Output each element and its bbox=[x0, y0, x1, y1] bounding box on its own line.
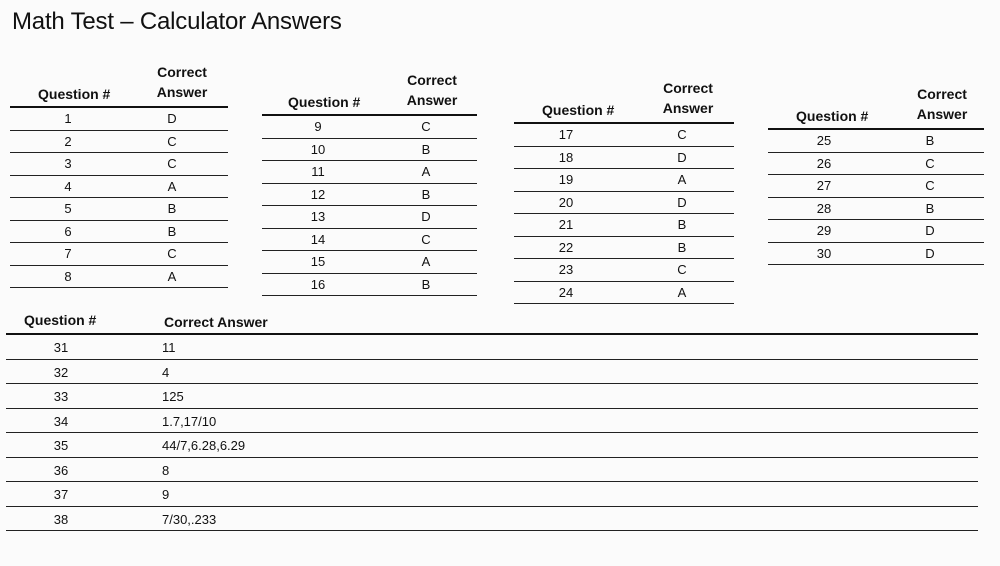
correct-answer: 125 bbox=[162, 389, 184, 404]
correct-answer: A bbox=[167, 178, 177, 194]
table-header bbox=[6, 305, 978, 335]
answer-table-4 bbox=[768, 84, 984, 265]
question-column-header: Question # bbox=[24, 312, 97, 328]
table-row bbox=[768, 243, 984, 266]
table-row bbox=[768, 153, 984, 176]
correct-answer: A bbox=[677, 172, 687, 187]
table-body bbox=[768, 130, 984, 265]
table-header bbox=[262, 70, 477, 116]
question-column-header: Question # bbox=[542, 102, 615, 118]
question-number: 17 bbox=[558, 127, 574, 142]
question-number: 4 bbox=[64, 178, 72, 194]
question-number: 8 bbox=[64, 268, 72, 284]
table-row bbox=[10, 131, 228, 154]
table-row bbox=[514, 192, 734, 215]
table-row bbox=[6, 384, 978, 409]
correct-answer: A bbox=[421, 254, 431, 269]
correct-answer: C bbox=[167, 156, 177, 171]
correct-answer: B bbox=[167, 223, 177, 239]
table-row bbox=[262, 139, 477, 162]
question-number: 21 bbox=[558, 217, 574, 232]
grid-in-answer-table bbox=[6, 305, 978, 531]
correct-answer: B bbox=[421, 276, 431, 292]
correct-answer: C bbox=[167, 246, 177, 261]
table-row bbox=[514, 259, 734, 282]
correct-answer: D bbox=[925, 223, 935, 238]
table-header bbox=[768, 84, 984, 130]
question-number: 32 bbox=[53, 364, 69, 380]
table-row bbox=[10, 108, 228, 131]
correct-answer: B bbox=[677, 239, 687, 255]
question-number: 30 bbox=[816, 245, 832, 261]
correct-answer: B bbox=[421, 141, 431, 157]
table-row bbox=[6, 507, 978, 532]
correct-answer: C bbox=[421, 119, 431, 134]
answer-column-header: Correct Answer bbox=[406, 72, 458, 108]
table-row bbox=[514, 147, 734, 170]
correct-answer: D bbox=[677, 149, 687, 165]
table-row bbox=[514, 282, 734, 305]
correct-answer: D bbox=[925, 245, 935, 261]
correct-answer: C bbox=[167, 133, 177, 149]
question-number: 18 bbox=[558, 149, 574, 165]
table-row bbox=[262, 206, 477, 229]
question-number: 27 bbox=[816, 178, 832, 193]
table-row bbox=[6, 409, 978, 434]
answer-column-header: Correct Answer bbox=[164, 314, 268, 330]
question-number: 26 bbox=[816, 155, 832, 171]
question-number: 22 bbox=[558, 239, 574, 255]
table-row bbox=[768, 175, 984, 198]
question-number: 7 bbox=[64, 246, 72, 261]
question-number: 37 bbox=[53, 487, 69, 502]
table-row bbox=[10, 153, 228, 176]
question-number: 12 bbox=[310, 186, 326, 202]
question-number: 28 bbox=[816, 200, 832, 216]
page-title: Math Test – Calculator Answers bbox=[12, 8, 342, 35]
table-row bbox=[10, 243, 228, 266]
correct-answer: B bbox=[421, 186, 431, 202]
correct-answer: B bbox=[925, 200, 935, 216]
correct-answer: B bbox=[167, 201, 177, 216]
table-row bbox=[10, 176, 228, 199]
question-number: 2 bbox=[64, 133, 72, 149]
table-row bbox=[262, 251, 477, 274]
correct-answer: 8 bbox=[162, 462, 170, 478]
answer-column-header: Correct Answer bbox=[916, 86, 968, 122]
table-row bbox=[262, 184, 477, 207]
correct-answer: 4 bbox=[162, 364, 170, 380]
table-row bbox=[514, 214, 734, 237]
correct-answer: 7/30,.233 bbox=[162, 511, 217, 527]
correct-answer: C bbox=[925, 178, 935, 193]
table-row bbox=[262, 116, 477, 139]
question-number: 9 bbox=[314, 119, 322, 134]
question-number: 24 bbox=[558, 284, 574, 300]
question-number: 11 bbox=[311, 164, 325, 179]
correct-answer: A bbox=[421, 164, 431, 179]
table-row bbox=[10, 221, 228, 244]
correct-answer: 1.7,17/10 bbox=[162, 413, 217, 429]
table-body bbox=[6, 335, 978, 531]
table-body bbox=[514, 124, 734, 304]
correct-answer: C bbox=[677, 127, 687, 142]
question-column-header: Question # bbox=[38, 86, 111, 102]
table-row bbox=[6, 360, 978, 385]
table-row bbox=[768, 198, 984, 221]
correct-answer: D bbox=[167, 111, 177, 126]
question-number: 35 bbox=[53, 438, 69, 453]
question-number: 16 bbox=[310, 276, 326, 292]
correct-answer: B bbox=[677, 217, 687, 232]
question-number: 3 bbox=[64, 156, 72, 171]
table-row bbox=[262, 274, 477, 297]
question-number: 6 bbox=[64, 223, 72, 239]
question-number: 15 bbox=[310, 254, 326, 269]
correct-answer: C bbox=[677, 262, 687, 277]
table-row bbox=[514, 237, 734, 260]
table-row bbox=[262, 161, 477, 184]
question-column-header: Question # bbox=[796, 108, 869, 124]
question-number: 10 bbox=[310, 141, 326, 157]
correct-answer: C bbox=[925, 155, 935, 171]
answer-table-3 bbox=[514, 78, 734, 304]
question-column-header: Question # bbox=[288, 94, 361, 110]
correct-answer: 44/7,6.28,6.29 bbox=[162, 438, 246, 453]
table-row bbox=[514, 124, 734, 147]
question-number: 13 bbox=[310, 209, 326, 224]
answer-table-1 bbox=[10, 62, 228, 288]
question-number: 25 bbox=[816, 133, 832, 148]
correct-answer: 11 bbox=[162, 340, 176, 355]
question-number: 36 bbox=[53, 462, 69, 478]
question-number: 20 bbox=[558, 194, 574, 210]
table-body bbox=[262, 116, 477, 296]
question-number: 14 bbox=[310, 231, 326, 247]
question-number: 34 bbox=[53, 413, 69, 429]
answer-column-header: Correct Answer bbox=[156, 64, 208, 100]
question-number: 31 bbox=[53, 340, 69, 355]
question-number: 29 bbox=[816, 223, 832, 238]
table-row bbox=[768, 220, 984, 243]
correct-answer: B bbox=[925, 133, 935, 148]
question-number: 19 bbox=[558, 172, 574, 187]
correct-answer: A bbox=[677, 284, 687, 300]
table-row bbox=[514, 169, 734, 192]
answer-column-header: Correct Answer bbox=[662, 80, 714, 116]
question-number: 38 bbox=[53, 511, 69, 527]
correct-answer: A bbox=[167, 268, 177, 284]
table-row bbox=[262, 229, 477, 252]
table-row bbox=[10, 266, 228, 289]
question-number: 5 bbox=[64, 201, 72, 216]
table-row bbox=[6, 482, 978, 507]
table-row bbox=[6, 335, 978, 360]
question-number: 1 bbox=[64, 111, 72, 126]
table-row bbox=[6, 433, 978, 458]
table-header bbox=[10, 62, 228, 108]
question-number: 23 bbox=[558, 262, 574, 277]
correct-answer: D bbox=[677, 194, 687, 210]
question-number: 33 bbox=[53, 389, 69, 404]
table-row bbox=[6, 458, 978, 483]
correct-answer: D bbox=[421, 209, 431, 224]
table-header bbox=[514, 78, 734, 124]
answer-table-2 bbox=[262, 70, 477, 296]
table-body bbox=[10, 108, 228, 288]
table-row bbox=[768, 130, 984, 153]
table-row bbox=[10, 198, 228, 221]
correct-answer: 9 bbox=[162, 487, 170, 502]
correct-answer: C bbox=[421, 231, 431, 247]
